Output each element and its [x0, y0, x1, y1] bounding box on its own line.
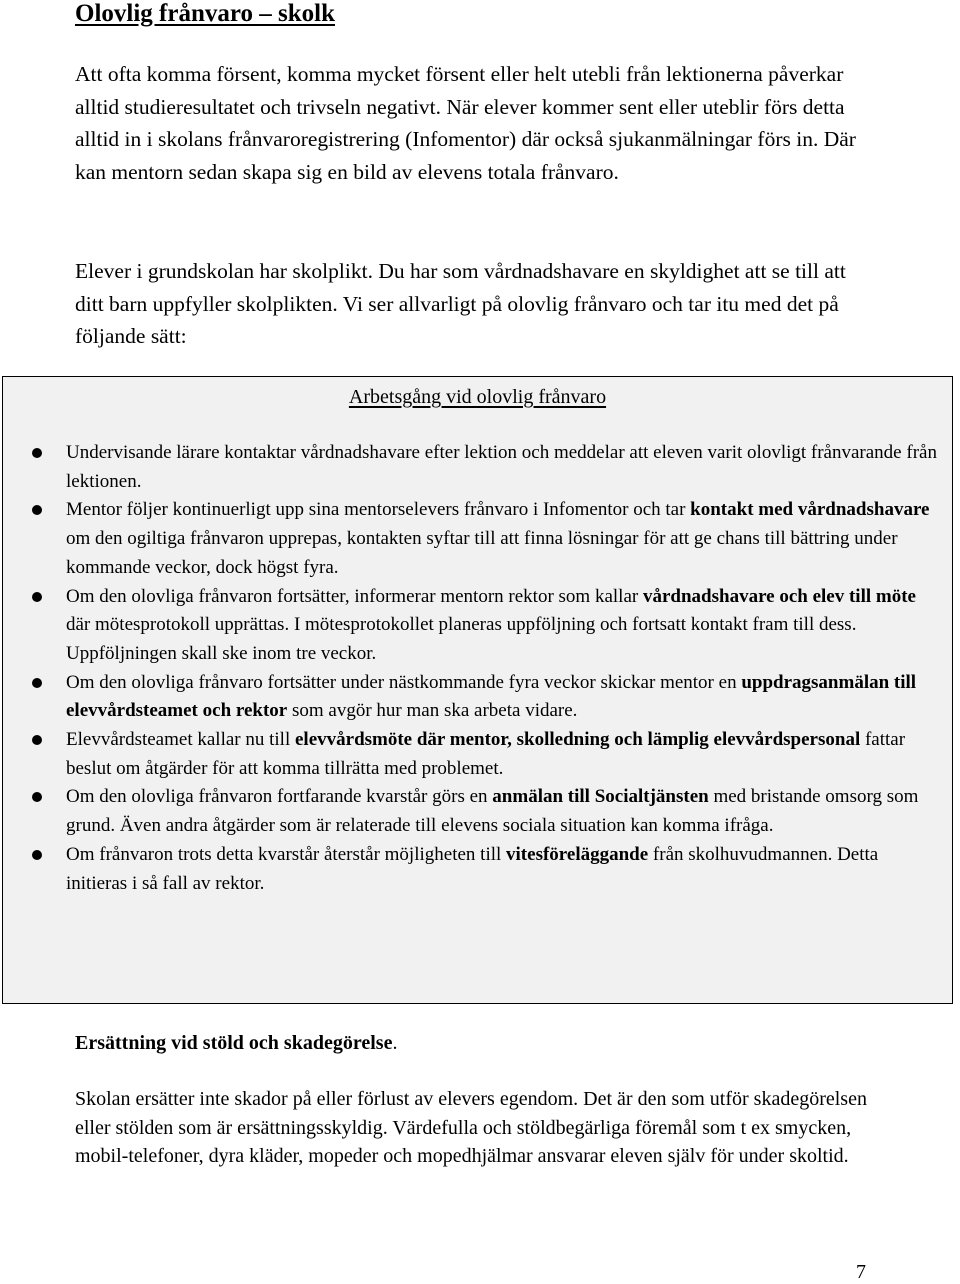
bullet-dot-icon — [32, 735, 42, 745]
list-item — [3, 669, 952, 726]
list-item-emphasis: uppdragsanmälan till elevvårdsteamet och rektor — [66, 671, 917, 722]
intro-paragraph-2: Elever i grundskolan har skolplikt. Du har som vårdnadshavare en skyldighet att se till att ditt barn uppfyller skolplikten. Vi ser allvarligt på olovlig frånvaro och tar itu med det på följande sätt: — [75, 259, 846, 348]
compensation-title-suffix: . — [392, 1032, 398, 1054]
intro-paragraph-1: Att ofta komma försent, komma mycket försent eller helt utebli från lektionerna påverkar alltid studieresultatet och trivseln negativt. När elever kommer sent eller uteblir förs detta alltid in i skolans frånvaroregistrering (Infomentor) där också sjukanmälningar förs in. Där kan mentorn sedan skapa sig en bild av elevens totala frånvaro. — [75, 62, 856, 184]
list-item-text: om den ogiltiga frånvaron upprepas, kontakten syftar till att finna lösningar för att ge chans till bättring under kommande veckor, dock högst fyra. — [66, 528, 898, 578]
bullet-dot-icon — [32, 448, 42, 458]
list-item — [3, 841, 952, 898]
bullet-dot-icon — [32, 850, 42, 860]
list-item — [3, 583, 952, 669]
list-item-text: Undervisande lärare kontaktar vårdnadshavare efter lektion och meddelar att eleven varit olovligt frånvarande från lektionen. — [66, 442, 937, 492]
procedure-list — [3, 439, 952, 898]
list-item-text: Om den olovliga frånvaro fortsätter under nästkommande fyra veckor skickar mentor en — [66, 671, 742, 693]
list-item-text: med bristande omsorg som grund. Även andra åtgärder som är relaterade till elevens sociala situation kan komma ifråga. — [66, 786, 919, 837]
list-item-emphasis: vårdnadshavare och elev till möte — [642, 585, 916, 607]
list-item-emphasis: kontakt med vårdnadshavare — [690, 499, 930, 521]
list-item — [3, 726, 952, 783]
procedure-box — [2, 376, 953, 1004]
list-item-text: Om frånvaron trots detta kvarstår återstår möjligheten till — [66, 843, 507, 865]
bullet-dot-icon — [32, 792, 42, 802]
list-item-text: Mentor följer kontinuerligt upp sina mentorselevers frånvaro i Infomentor och tar — [66, 499, 691, 521]
list-item — [3, 783, 952, 840]
bullet-dot-icon — [32, 505, 42, 515]
compensation-title — [75, 1027, 397, 1059]
list-item-text: som avgör hur man ska arbeta vidare. — [287, 700, 578, 722]
compensation-title-text: Ersättning vid stöld och skadegörelse — [75, 1032, 393, 1054]
page-number: 7 — [856, 1261, 866, 1283]
page-heading: Olovlig frånvaro – skolk — [75, 0, 335, 27]
list-item-text: Om den olovliga frånvaron fortsätter, informerar mentorn rektor som kallar — [66, 585, 643, 607]
list-item — [3, 439, 952, 496]
list-item-text: Elevvårdsteamet kallar nu till — [66, 729, 295, 751]
bullet-dot-icon — [32, 678, 42, 688]
compensation-paragraph: Skolan ersätter inte skador på eller förlust av elevers egendom. Det är den som utför skadegörelsen eller stölden som är ersättningsskyldig. Värdefulla och stöldbegärliga föremål som t ex smycken, mobil-telefoner, dyra kläder, mopeder och mopedhjälmar ansvarar eleven själv för under skoltid. — [75, 1088, 867, 1168]
bullet-dot-icon — [32, 592, 42, 602]
list-item-emphasis: elevvårdsmöte där mentor, skolledning och lämplig elevvårdspersonal — [294, 729, 861, 751]
list-item-emphasis: vitesföreläggande — [506, 843, 649, 865]
list-item-text: fattar beslut om åtgärder för att komma tillrätta med problemet. — [66, 729, 906, 779]
list-item-emphasis: anmälan till Socialtjänsten — [492, 786, 709, 808]
list-item-text: från skolhuvudmannen. Detta initieras i så fall av rektor. — [66, 843, 879, 894]
list-item-text: Om den olovliga frånvaron fortfarande kvarstår görs en — [66, 786, 493, 808]
list-item — [3, 496, 952, 582]
procedure-box-title: Arbetsgång vid olovlig frånvaro — [348, 386, 607, 408]
list-item-text: där mötesprotokoll upprättas. I mötesprotokollet planeras uppföljning och fortsatt kontakt fram till dess. Uppföljningen skall ske inom tre veckor. — [66, 614, 857, 664]
